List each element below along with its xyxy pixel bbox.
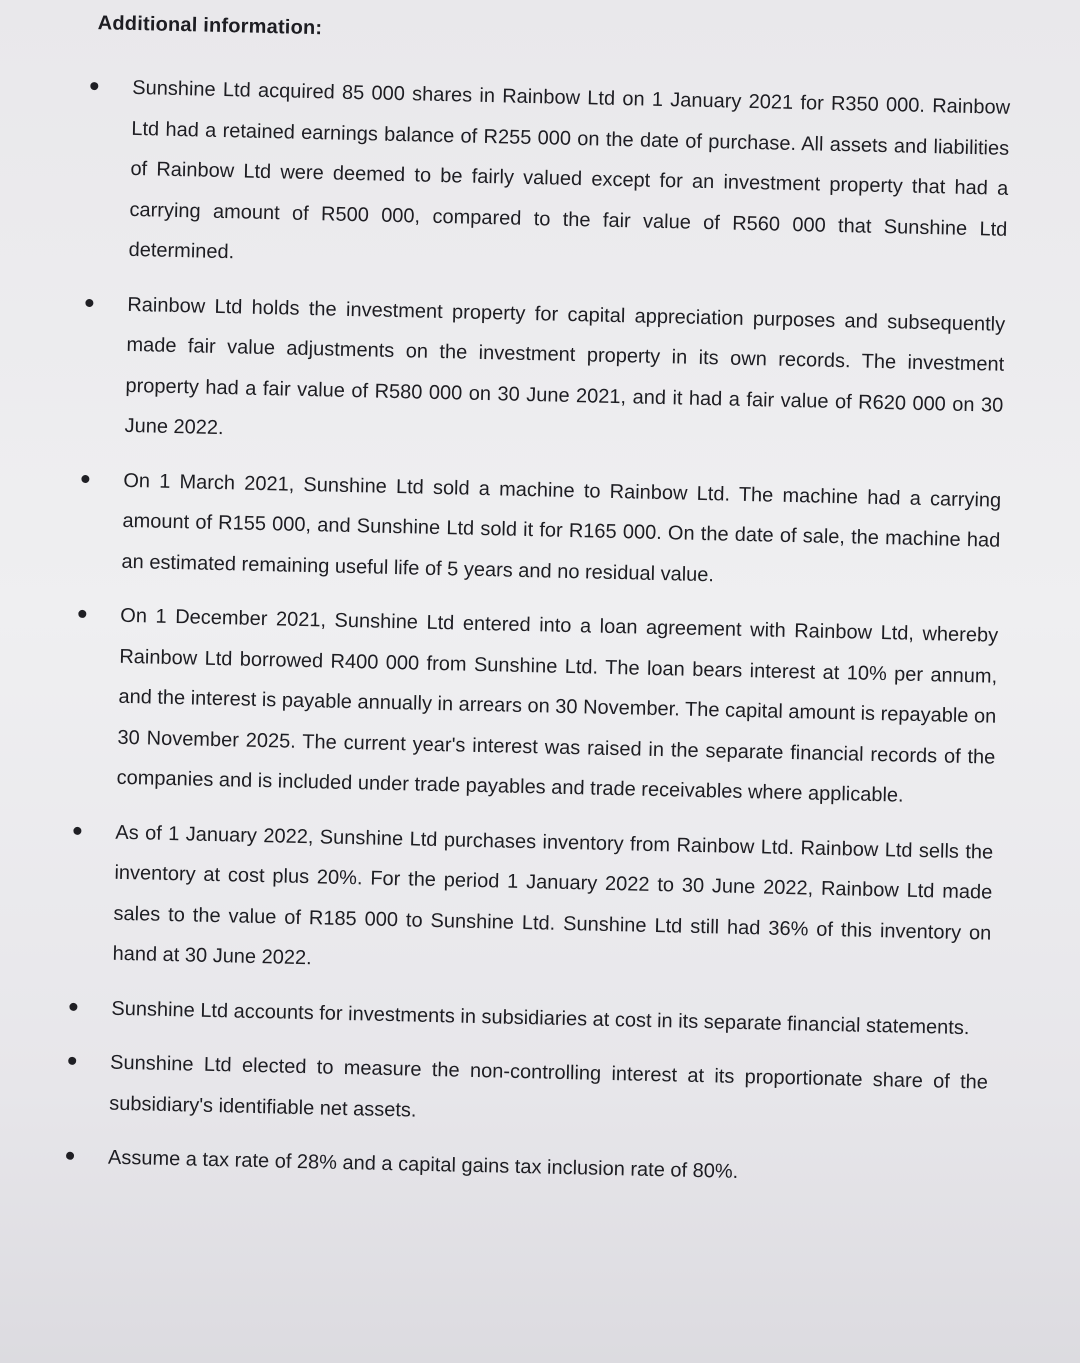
bullet-icon bbox=[66, 1152, 74, 1160]
list-item bbox=[74, 595, 998, 818]
bullet-icon bbox=[73, 826, 81, 834]
list-item-text: Sunshine Ltd acquired 85 000 shares in Rainbow Ltd on 1 January 2021 for R350 000. Rainbow Ltd had a retained earnings balance of R255 000 on the date of purchase. All assets and liabilities of Rainbow Ltd were deemed to be fairly valued except for an investment property that had a carrying amount of R500 000, compared to the fair value of R560 000 that Sunshine Ltd determined. bbox=[128, 76, 1011, 264]
section-heading: Additional information: bbox=[97, 12, 323, 40]
list-item-text: On 1 December 2021, Sunshine Ltd entered into a loan agreement with Rainbow Ltd, whereby Rainbow Ltd borrowed R400 000 from Sunshine Ltd. The loan bears interest at 10% per annum, and the interest is payable annually in arrears on 30 November. The capital amount is repayable on 30 November 2025. The current year's interest was raised in the separate financial records of the companies and is included under trade payables and trade receivables where applicable. bbox=[116, 604, 999, 807]
bullet-icon bbox=[68, 1057, 76, 1065]
bullet-icon bbox=[81, 474, 89, 482]
bullet-icon bbox=[90, 82, 98, 90]
list-item-text: Sunshine Ltd accounts for investments in subsidiaries at cost in its separate financial statements. bbox=[111, 997, 970, 1039]
list-item-text: Sunshine Ltd elected to measure the non-controlling interest at its proportionate share of the subsidiary's identifiable net assets. bbox=[108, 1051, 989, 1122]
list-item bbox=[66, 1137, 987, 1198]
list-item-text: Rainbow Ltd holds the investment property for capital appreciation purposes and subsequently made fair value adjustments on the investment property in its own records. The investment property had a fair value of R580 000 on 30 June 2021, and it had a fair value of R620 000 on 30 June 2022. bbox=[124, 293, 1006, 440]
list-item bbox=[67, 1042, 989, 1144]
list-item bbox=[70, 811, 993, 994]
list-item-text: Assume a tax rate of 28% and a capital gains tax inclusion rate of 80%. bbox=[107, 1146, 739, 1183]
list-item bbox=[69, 987, 990, 1048]
bullet-icon bbox=[78, 610, 86, 618]
list-item bbox=[79, 459, 1002, 601]
list-item-text: On 1 March 2021, Sunshine Ltd sold a machine to Rainbow Ltd. The machine had a carrying amount of R155 000, and Sunshine Ltd sold it for R165 000. On the date of sale, the machine had an estimated remaining useful life of 5 years and no residual value. bbox=[121, 469, 1002, 586]
document-page bbox=[65, 12, 1012, 1212]
bullet-icon bbox=[85, 298, 93, 306]
list-item bbox=[82, 283, 1005, 466]
info-list bbox=[66, 67, 1011, 1198]
list-item bbox=[86, 67, 1010, 290]
list-item-text: As of 1 January 2022, Sunshine Ltd purchases inventory from Rainbow Ltd. Rainbow Ltd sells the inventory at cost plus 20%. For the period 1 January 2022 to 30 June 2022, Rainbow Ltd made sales to the value of R185 000 to Sunshine Ltd. Sunshine Ltd still had 36% of this inventory on hand at 30 June 2022. bbox=[112, 821, 994, 970]
bullet-icon bbox=[69, 1002, 77, 1010]
